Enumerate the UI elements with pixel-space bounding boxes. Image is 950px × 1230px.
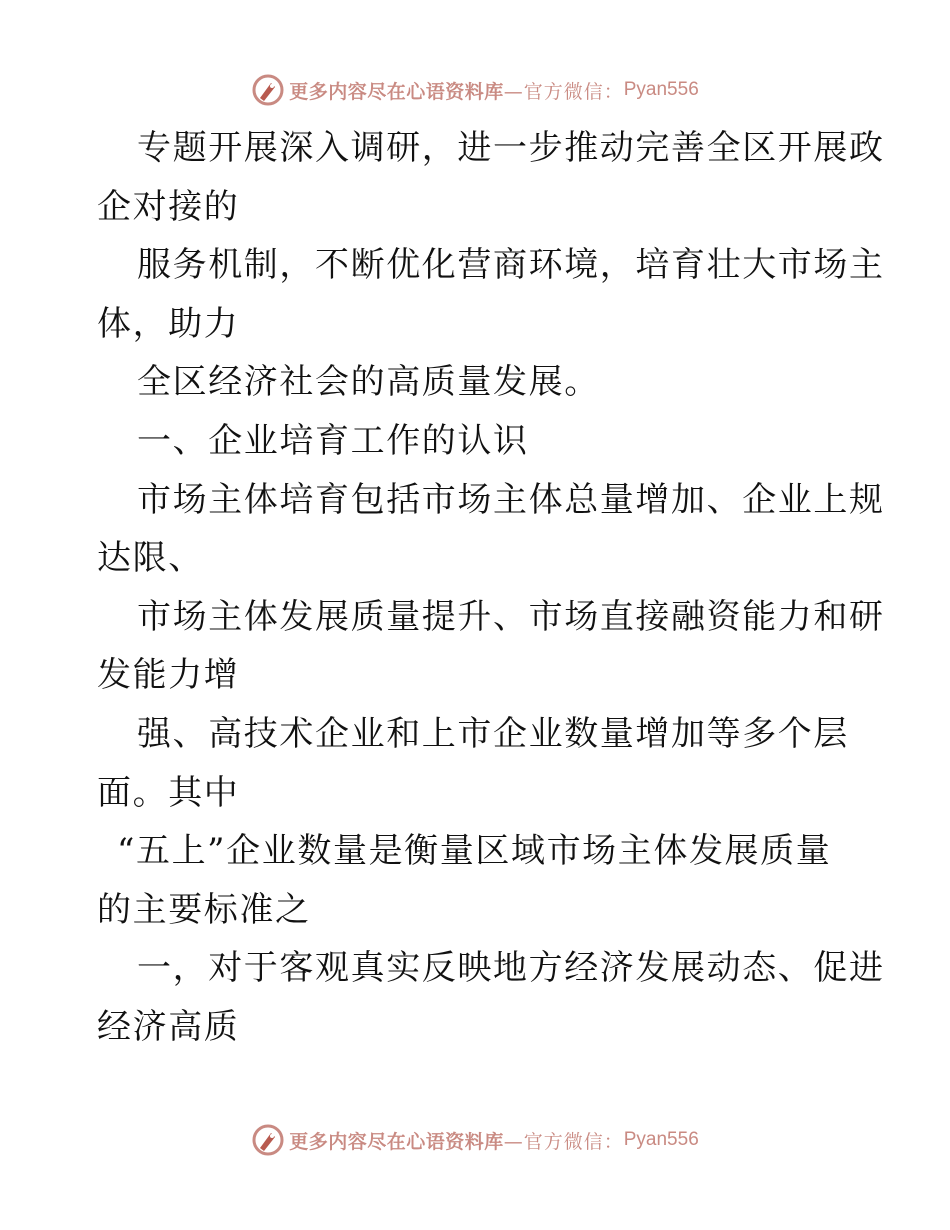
text-line: “五上”企业数量是衡量区域市场主体发展质量: [117, 831, 832, 872]
body-text: [97, 119, 885, 1057]
text-line: 面。其中: [97, 772, 240, 813]
footer-banner-sub: —官方微信：: [503, 1130, 624, 1153]
footer-banner-main: 更多内容尽在心语资料库: [289, 1130, 504, 1153]
section-heading: 一、企业培育工作的认识: [137, 420, 529, 461]
header-watermark-banner: [0, 72, 950, 108]
pen-nib-circle-icon: [251, 1123, 285, 1157]
text-line: 发能力增: [97, 655, 240, 696]
text-line: 体，助力: [97, 303, 240, 344]
text-line: 全区经济社会的高质量发展。: [137, 362, 600, 403]
text-line: 企对接的: [97, 186, 240, 227]
text-line: 市场主体培育包括市场主体总量增加、企业上规: [137, 479, 885, 520]
text-line: 达限、: [97, 538, 204, 579]
footer-banner-id: Pyan556: [623, 1129, 699, 1150]
text-line: 强、高技术企业和上市企业数量增加等多个层: [137, 713, 849, 754]
text-line: 经济高质: [97, 1006, 240, 1047]
pen-nib-circle-icon: [251, 73, 285, 107]
footer-watermark-banner: [0, 1122, 950, 1158]
text-line: 的主要标准之: [97, 889, 311, 930]
header-banner-sub: —官方微信：: [503, 80, 624, 103]
text-line: 一，对于客观真实反映地方经济发展动态、促进: [137, 948, 885, 989]
header-banner-id: Pyan556: [623, 79, 699, 100]
text-line: 市场主体发展质量提升、市场直接融资能力和研: [137, 596, 885, 637]
text-line: 服务机制，不断优化营商环境，培育壮大市场主: [137, 245, 885, 286]
header-banner-main: 更多内容尽在心语资料库: [289, 80, 504, 103]
text-line: 专题开展深入调研，进一步推动完善全区开展政: [137, 128, 885, 168]
